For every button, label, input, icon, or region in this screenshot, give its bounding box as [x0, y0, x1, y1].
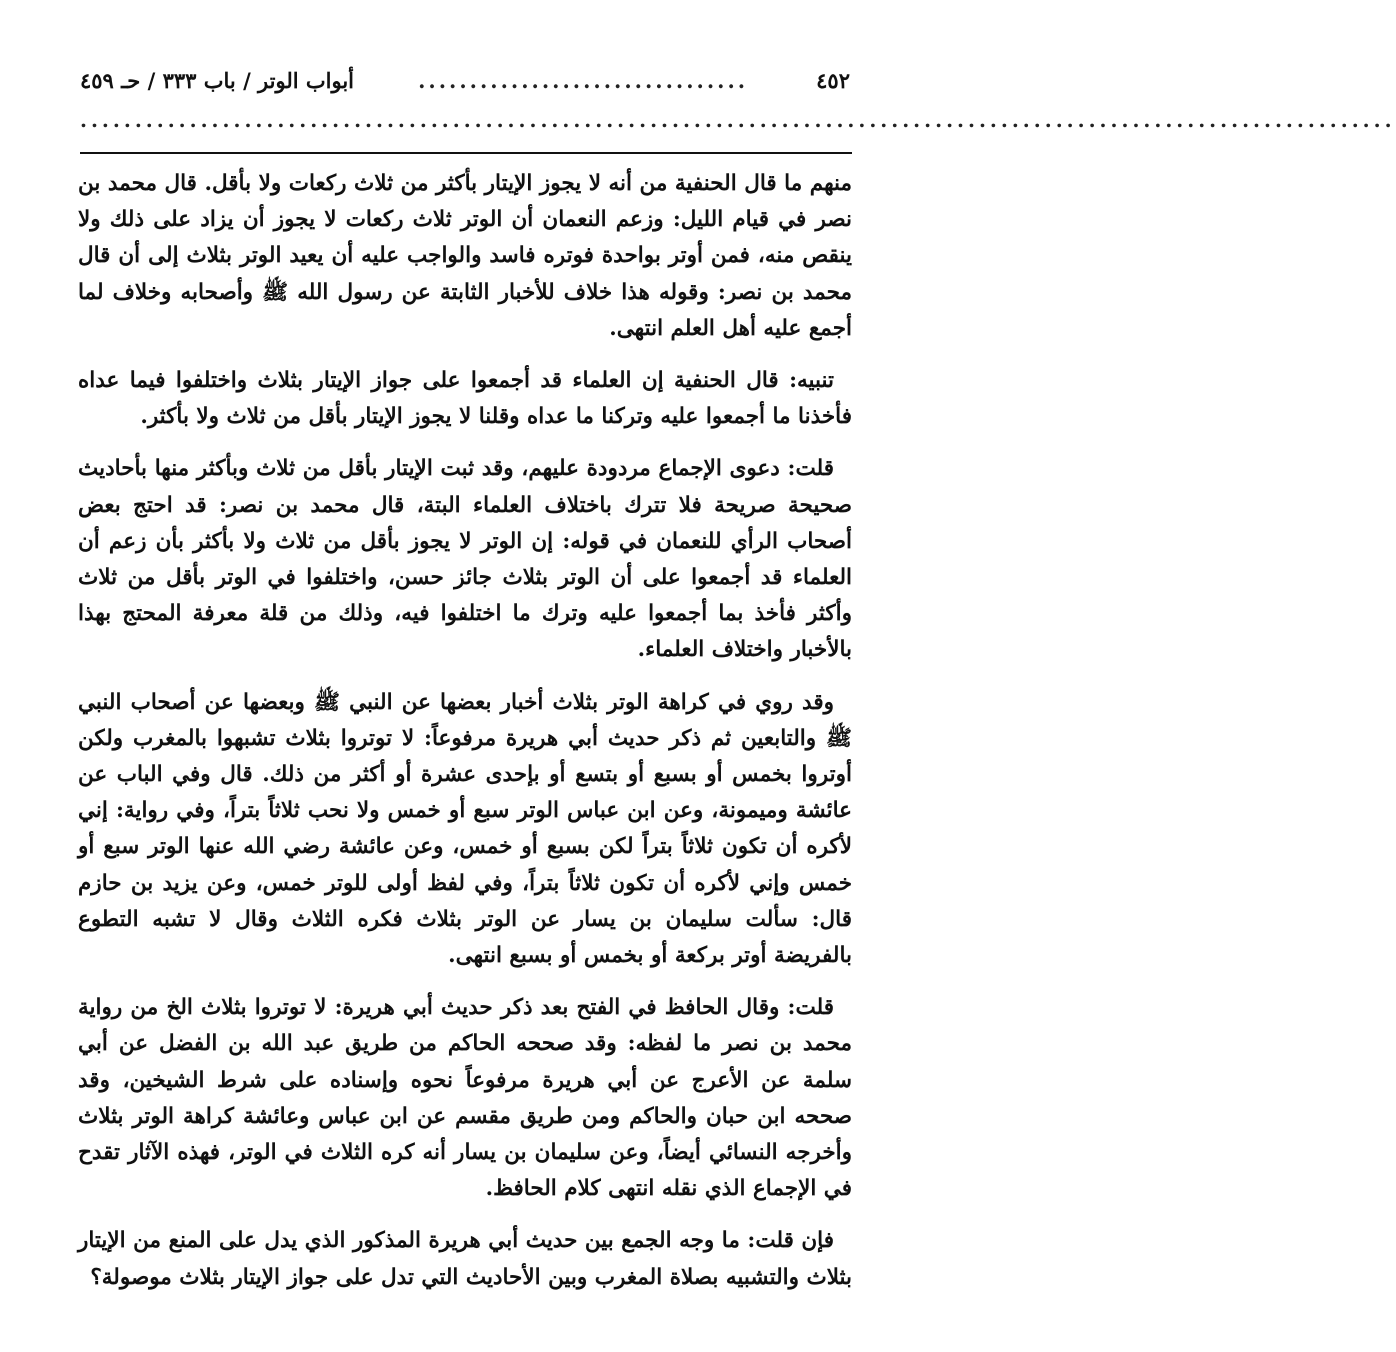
page-header [80, 62, 850, 98]
paragraph-1: منهم ما قال الحنفية من أنه لا يجوز الإيتار بأكثر من ثلاث ركعات ولا بأقل. قال محمد بن نصر في قيام الليل: وزعم النعمان أن الوتر ثلاث ركعات لا يجوز أن يزاد على ذلك ولا ينقص منه، فمن أوتر بواحدة فوتره فاسد والواجب عليه أن يعيد الوتر بثلاث إلى أن قال محمد بن نصر: وقوله هذا خلاف للأخبار الثابتة عن رسول الله ﷺ وأصحابه وخلاف لما أجمع عليه أهل العلم انتهى. [78, 171, 852, 341]
running-title: أبواب الوتر / باب ٣٣٣ / حـ ٤٥٩ [80, 67, 355, 93]
dotted-separator: ........................................................................................................................ [80, 108, 1396, 132]
main-text [78, 166, 852, 1312]
paragraph-2: تنبيه: قال الحنفية إن العلماء قد أجمعوا على جواز الإيتار بثلاث واختلفوا فيما عداه فأخذنا ما أجمعوا عليه وتركنا ما عداه وقلنا لا يجوز الإيتار بأقل من ثلاث ولا بأكثر. [78, 368, 852, 430]
page-number: ٤٥٢ [816, 67, 850, 93]
paragraph-5: قلت: وقال الحافظ في الفتح بعد ذكر حديث أبي هريرة: لا توتروا بثلاث الخ من رواية محمد بن نصر ما لفظه: وقد صححه الحاكم من طريق عبد الله بن الفضل عن أبي سلمة عن الأعرج عن أبي هريرة مرفوعاً نحوه وإسناده على شرط الشيخين، وقد صححه ابن حبان والحاكم ومن طريق مقسم عن ابن عباس وعائشة كراهة الوتر بثلاث وأخرجه النسائي أيضاً، وعن سليمان بن يسار أنه كره الثلاث في الوتر، فهذه الآثار تقدح في الإجماع الذي نقله انتهى كلام الحافظ. [78, 995, 852, 1202]
paragraph-6: فإن قلت: ما وجه الجمع بين حديث أبي هريرة المذكور الذي يدل على المنع من الإيتار بثلاث والتشبيه بصلاة المغرب وبين الأحاديث التي تدل على جواز الإيتار بثلاث موصولة؟ [78, 1228, 852, 1290]
header-rule [80, 152, 852, 154]
paragraph-3: قلت: دعوى الإجماع مردودة عليهم، وقد ثبت الإيتار بأقل من ثلاث وبأكثر منها بأحاديث صحيحة صريحة فلا تترك باختلاف العلماء البتة، قال محمد بن نصر: قد احتج بعض أصحاب الرأي للنعمان في قوله: إن الوتر لا يجوز بأقل من ثلاث ولا بأكثر بأن زعم أن العلماء قد أجمعوا على أن الوتر بثلاث جائز حسن، واختلفوا في الوتر بأقل من ثلاث وأكثر فأخذ بما أجمعوا عليه وترك ما اختلفوا فيه، وذلك من قلة معرفة المحتج بهذا بالأخبار واختلاف العلماء. [78, 456, 852, 663]
paragraph-4: وقد روي في كراهة الوتر بثلاث أخبار بعضها عن النبي ﷺ وبعضها عن أصحاب النبي ﷺ والتابعين ثم ذكر حديث أبي هريرة مرفوعاً: لا توتروا بثلاث تشبهوا بالمغرب ولكن أوتروا بخمس أو بسبع أو بتسع أو بإحدى عشرة أو أكثر من ذلك. قال وفي الباب عن عائشة وميمونة، وعن ابن عباس الوتر سبع أو خمس ولا نحب ثلاثاً بتراً، وفي رواية: إني لأكره أن تكون ثلاثاً بتراً لكن بسبع أو خمس، وعن عائشة رضي الله عنها الوتر سبع أو خمس وإني لأكره أن تكون ثلاثاً بتراً، وفي لفظ أولى للوتر خمس، وعن يزيد بن حازم قال: سألت سليمان بن يسار عن الوتر بثلاث فكره الثلاث وقال لا تشبه التطوع بالفريضة أوتر بركعة أو بخمس أو بسبع انتهى. [78, 689, 852, 969]
header-leader-dots: ................................ [418, 67, 749, 93]
